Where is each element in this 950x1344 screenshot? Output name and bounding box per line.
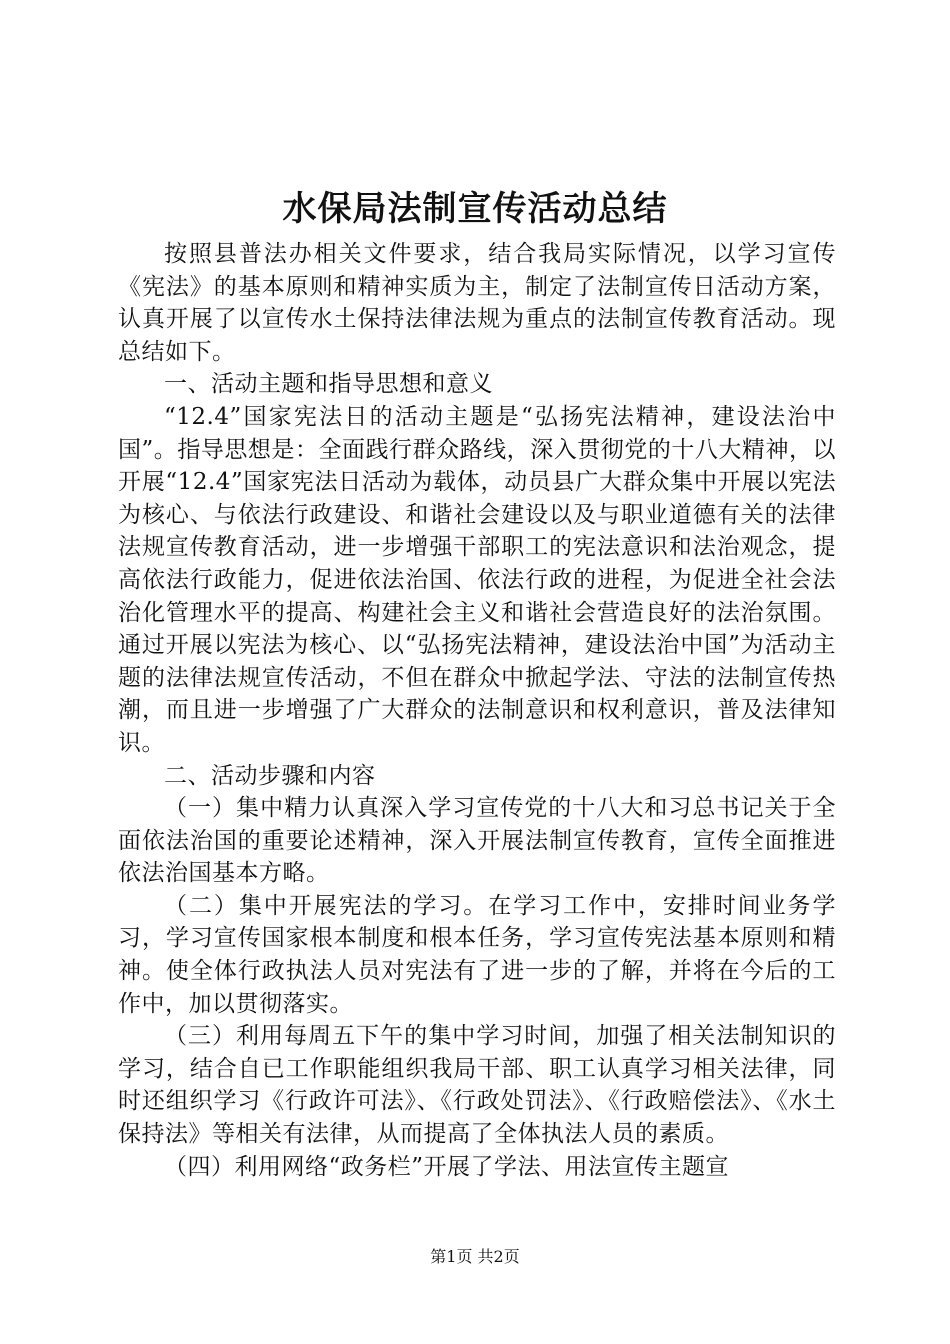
item-4-paragraph: （四）利用网络“政务栏”开展了学法、用法宣传主题宣 (164, 1153, 730, 1180)
section-1-paragraph: “12.4”国家宪法日的活动主题是“弘扬宪法精神，建设法治中国”。指导思想是：全面践行群众路线，深入贯彻党的十八大精神，以开展“12.4”国家宪法日活动为载体，动员县广大群众集中开展以宪法为核心、与依法行政建设、和谐社会建设以及与职业道德有关的法律法规宣传教育活动，进一步增强干部职工的宪法意识和法治观念，提高依法行政能力，促进依法治国、依法行政的进程，为促进全社会法治化管理水平的提高、构建社会主义和谐社会营造良好的法治氛围。通过开展以宪法为核心、以“弘扬宪法精神，建设法治中国”为活动主题的法律法规宣传活动，不但在群众中掀起学法、守法的法制宣传热潮，而且进一步增强了广大群众的法制意识和权利意识，普及法律知识。 (118, 403, 836, 756)
section-heading-1: 一、活动主题和指导思想和意义 (164, 371, 493, 398)
section-heading-2: 二、活动步骤和内容 (164, 762, 376, 789)
item-2-paragraph: （二）集中开展宪法的学习。在学习工作中，安排时间业务学习，学习宣传国家根本制度和根本任务，学习宣传宪法基本原则和精神。使全体行政执法人员对宪法有了进一步的了解，并将在今后的工作中，加以贯彻落实。 (118, 892, 836, 1017)
document-body (118, 238, 836, 1183)
item-1-paragraph: （一）集中精力认真深入学习宣传党的十八大和习总书记关于全面依法治国的重要论述精神，深入开展法制宣传教育，宣传全面推进依法治国基本方略。 (118, 795, 836, 887)
page-footer: 第1页 共2页 (430, 1247, 520, 1266)
item-3-paragraph: （三）利用每周五下午的集中学习时间，加强了相关法制知识的学习，结合自已工作职能组织我局干部、职工认真学习相关法律，同时还组织学习《行政许可法》、《行政处罚法》、《行政赔偿法》、《水土保持法》等相关有法律，从而提高了全体执法人员的素质。 (118, 1023, 836, 1148)
document-title: 水保局法制宣传活动总结 (282, 189, 668, 229)
intro-paragraph: 按照县普法办相关文件要求，结合我局实际情况，以学习宣传《宪法》的基本原则和精神实质为主，制定了法制宣传日活动方案，认真开展了以宣传水土保持法律法规为重点的法制宣传教育活动。现总结如下。 (118, 241, 836, 365)
